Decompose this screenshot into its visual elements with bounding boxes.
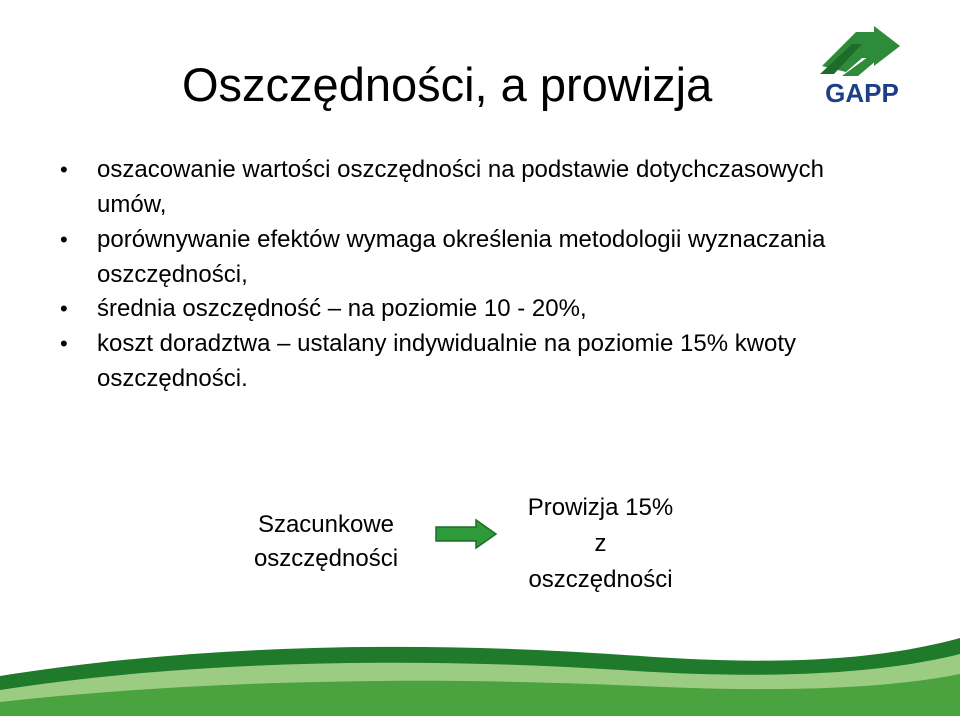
slide-title: Oszczędności, a prowizja [182,58,713,111]
gapp-logo [812,24,912,108]
footer-swoosh [0,616,960,716]
flow-source-line: Szacunkowe [257,511,395,538]
flow-target-label [498,490,703,598]
arrow-shape [436,520,496,548]
bullet-item [60,326,890,396]
flow-target-line: Prowizja 15% [527,494,674,521]
bullet-text: porównywanie efektów wymaga określenia metodologii wyznaczania oszczędności, [97,225,826,288]
bullet-item [60,152,890,222]
flow-target-line: oszczędności [528,566,673,593]
bullet-marker: • [60,157,68,182]
bullet-text: koszt doradztwa – ustalany indywidualnie na poziomie 15% kwoty oszczędności. [97,329,797,392]
logo-arrow-icon [820,26,900,76]
bullet-marker: • [60,296,68,321]
bullet-marker: • [60,226,68,252]
right-arrow-icon [434,518,498,550]
flow-target-line: z [594,530,607,557]
bullet-text: oszacowanie wartości oszczędności na podstawie dotychczasowych umów, [97,156,825,218]
flow-source-line: oszczędności [253,545,399,572]
bullet-item [60,222,890,292]
bullet-list [60,152,890,395]
logo-text: GAPP [825,78,899,108]
bullet-item [60,291,890,326]
bullet-text: średnia oszczędność – na poziomie 10 - 20%, [97,295,587,322]
bullet-marker: • [60,330,68,356]
flow-source-label [226,508,426,576]
